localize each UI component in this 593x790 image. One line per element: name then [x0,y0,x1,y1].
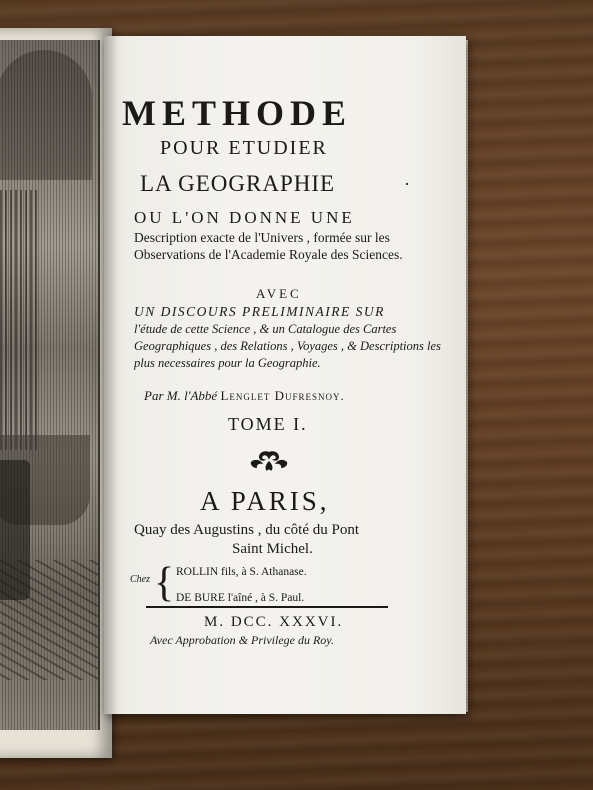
city-imprint: A PARIS, [200,486,330,516]
subtitle-ou: OU L'ON DONNE UNE [134,208,355,227]
author-line [144,388,345,404]
volume-label: TOME I. [228,414,308,434]
publisher-debure: DE BURE l'aîné , à S. Paul. [176,592,305,604]
author-prefix: Par M. l'Abbé [144,388,218,403]
address-line-1: Quay des Augustins , du côté du Pont [134,522,359,538]
publisher-rollin: ROLLIN fils, à S. Athanase. [176,566,307,578]
approbation-line: Avec Approbation & Privilege du Roy. [150,633,334,647]
frontispiece-page [0,28,112,758]
divider-rule [146,606,388,608]
subtitle-geographie: LA GEOGRAPHIE [140,171,336,196]
description-text: Description exacte de l'Univers , formée sur les Observations de l'Academie Royale des Sciences. [134,230,403,262]
engraving-illustration [0,40,100,730]
discours-text: UN DISCOURS PRELIMINAIRE SUR [134,304,385,319]
title-page [104,36,466,714]
period-mark: · [404,174,410,194]
address-line-2: Saint Michel. [232,541,313,557]
etude-text: l'étude de cette Science , & un Catalogue des Cartes Geographiques , des Relations , Voyages , & Descriptions les plus necessaires pour la Geographie. [134,322,441,370]
publication-year: M. DCC. XXXVI. [204,614,344,630]
avec-text: AVEC [256,286,302,301]
subtitle-pour: POUR ETUDIER [160,137,328,159]
chez-label: Chez [130,574,150,585]
book-title: METHODE [122,93,353,133]
fleuron-ornament-icon [247,448,291,474]
author-name: Lenglet Dufresnoy. [220,388,345,403]
brace-mark: { [154,560,175,606]
